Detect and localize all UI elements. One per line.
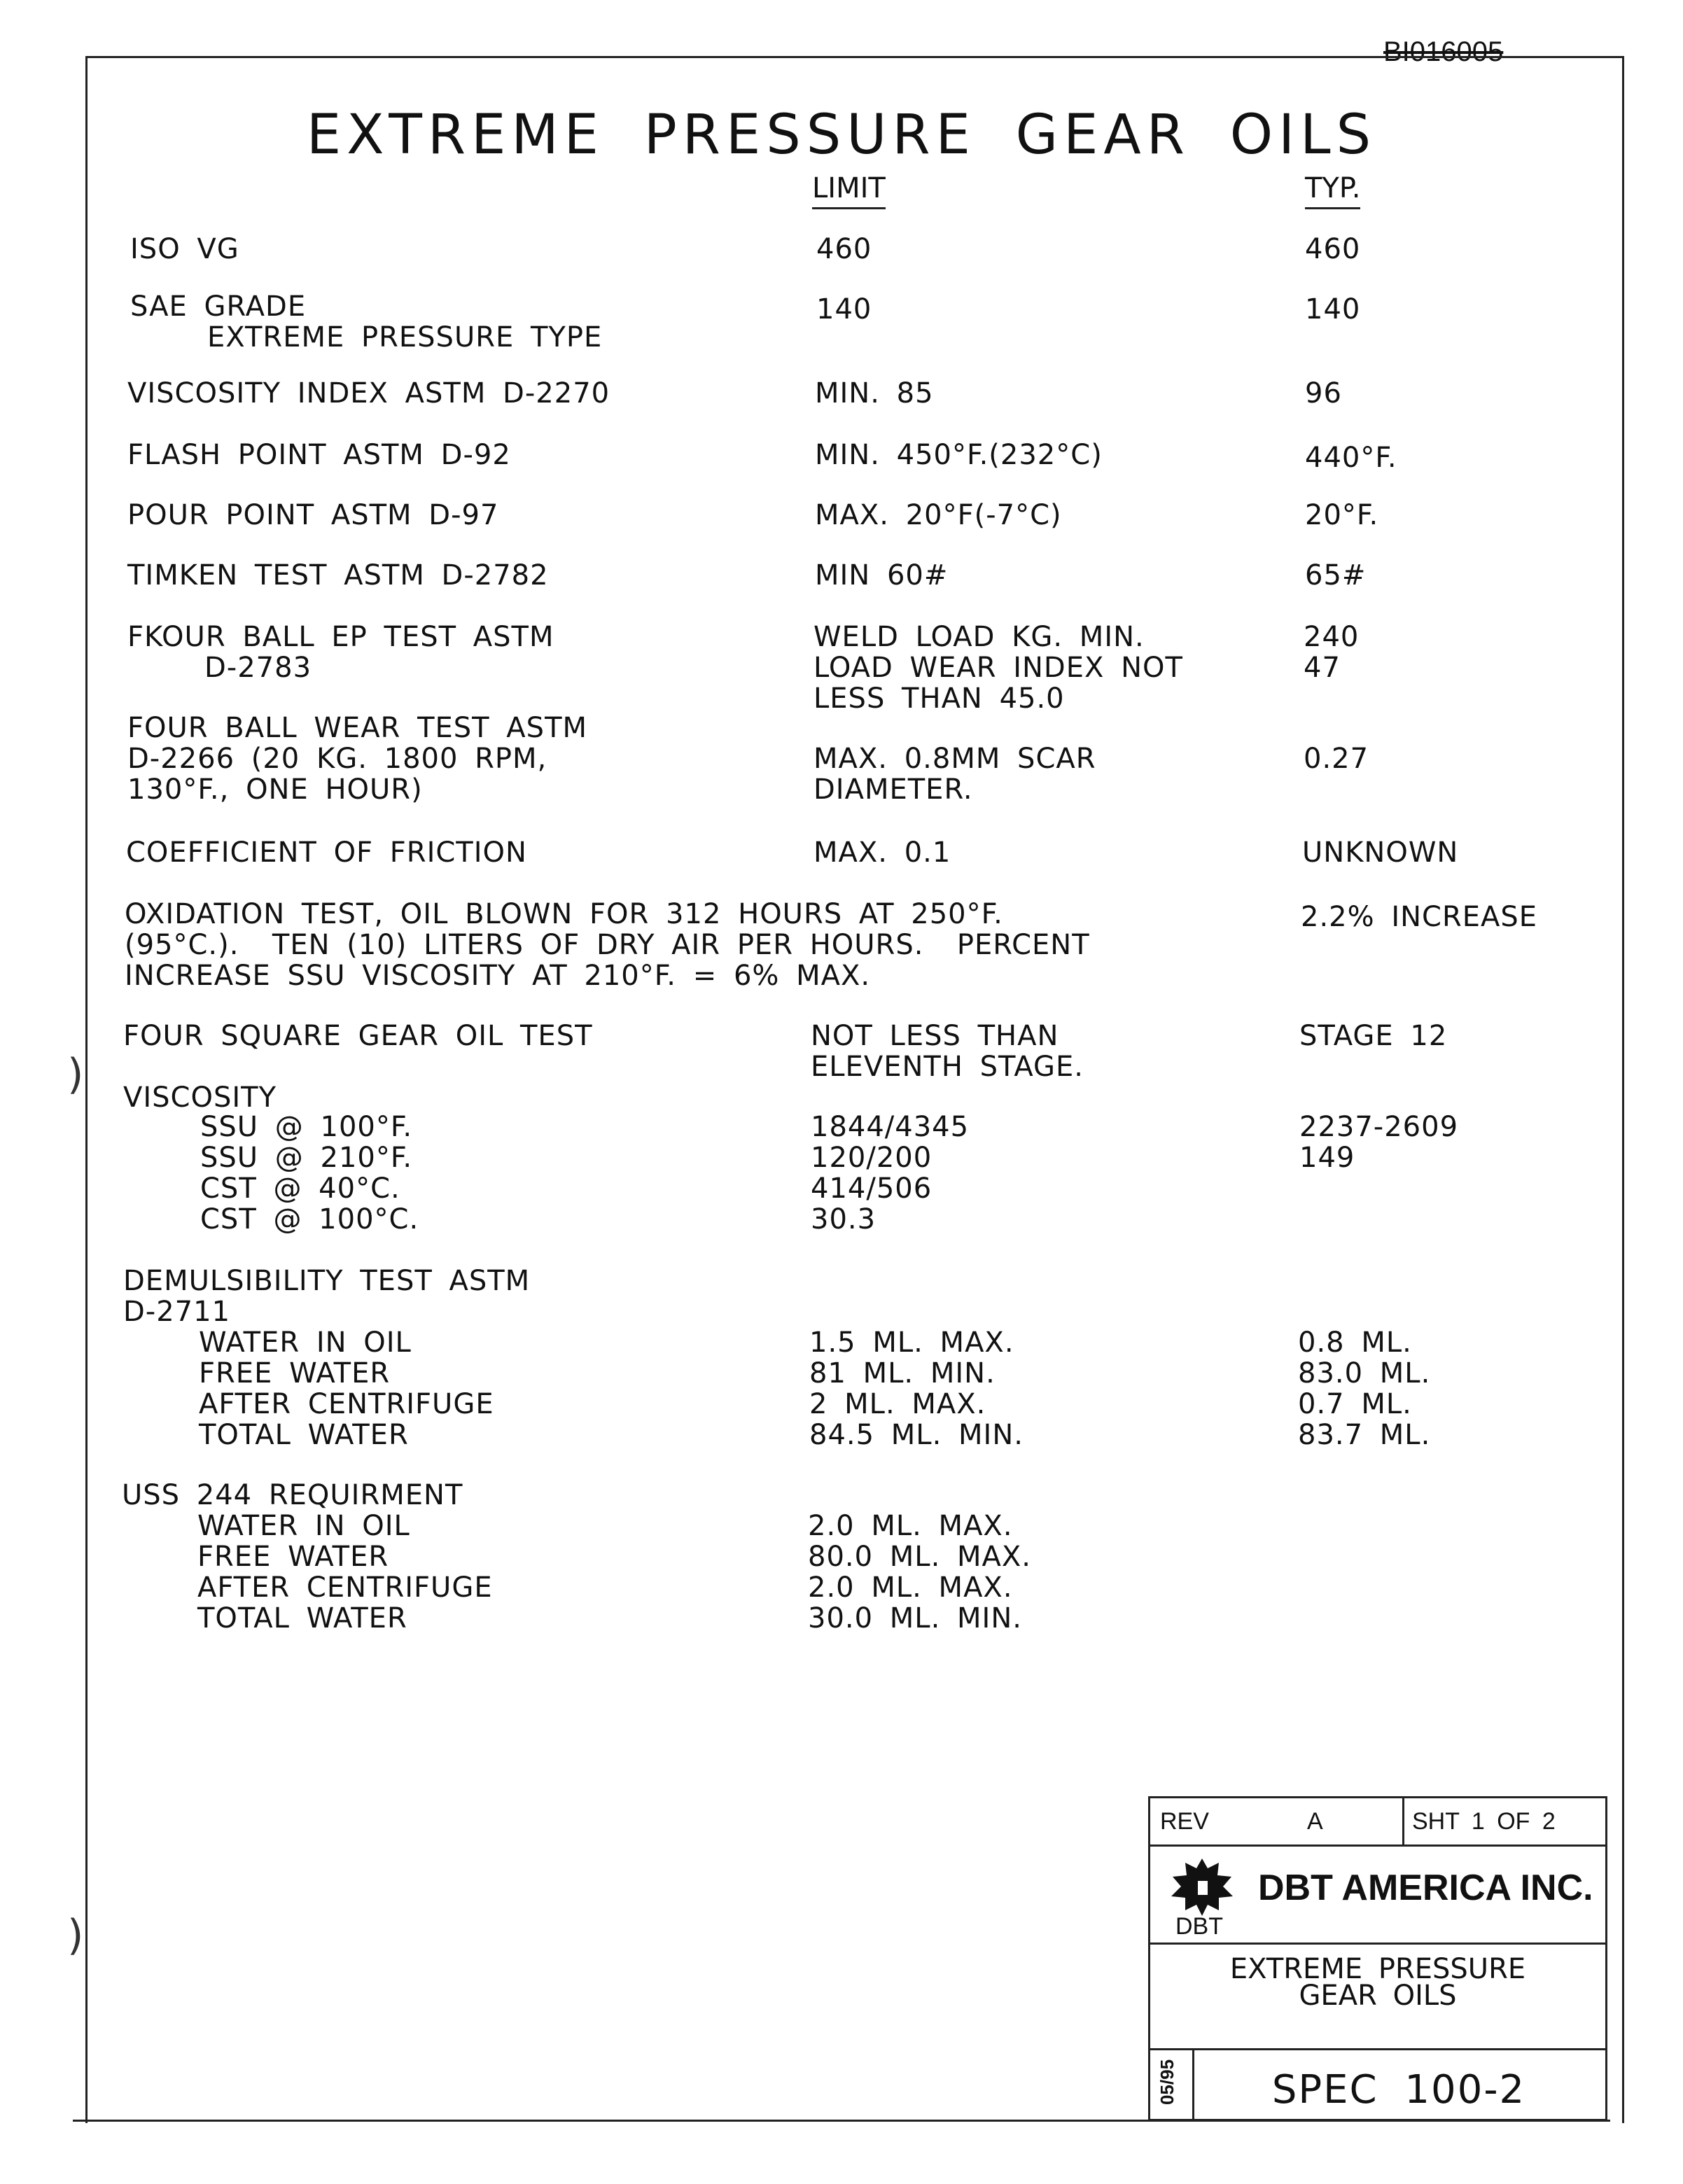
row-typ: 83.7 ML. — [1298, 1419, 1431, 1451]
page-title: EXTREME PRESSURE GEAR OILS — [306, 104, 1377, 167]
sub-label: TOTAL WATER — [199, 1419, 409, 1451]
row-typ: 83.0 ML. — [1298, 1357, 1431, 1390]
row-limit: LOAD WEAR INDEX NOT — [813, 652, 1183, 684]
row-label: SAE GRADE — [130, 290, 307, 323]
sheet-number: SHT 1 OF 2 — [1412, 1808, 1556, 1835]
sub-label: TOTAL WATER — [197, 1602, 407, 1634]
description-line: GEAR OILS — [1299, 1980, 1457, 2012]
row-label: DEMULSIBILITY TEST ASTM — [123, 1265, 531, 1297]
spec-number: SPEC 100-2 — [1271, 2067, 1526, 2113]
row-label: FOUR SQUARE GEAR OIL TEST — [123, 1020, 593, 1052]
rev-value: A — [1307, 1808, 1323, 1835]
row-sublabel: EXTREME PRESSURE TYPE — [207, 321, 603, 354]
revision-row — [1150, 1798, 1605, 1847]
drawing-description — [1150, 1953, 1605, 2012]
row-limit: MAX. 0.8MM SCAR — [813, 743, 1096, 775]
row-limit: WELD LOAD KG. MIN. — [813, 621, 1145, 653]
row-limit: MIN 60# — [815, 559, 949, 592]
row-label: D-2266 (20 KG. 1800 RPM, — [127, 743, 547, 775]
row-label: COEFFICIENT OF FRICTION — [126, 836, 527, 869]
sub-label: AFTER CENTRIFUGE — [197, 1572, 493, 1604]
document-id: BI016005 — [1383, 36, 1504, 67]
row-limit: 2.0 ML. MAX. — [808, 1510, 1013, 1542]
row-typ: 47 — [1304, 652, 1341, 684]
row-limit: LESS THAN 45.0 — [813, 682, 1065, 715]
row-typ: 96 — [1305, 377, 1342, 410]
sub-label: SSU @ 210°F. — [200, 1142, 413, 1174]
rev-label: REV — [1160, 1808, 1209, 1835]
column-header-typ: TYP. — [1305, 172, 1360, 209]
date-cell — [1150, 2050, 1194, 2119]
logo-text: DBT — [1175, 1913, 1223, 1940]
row-limit: 2.0 ML. MAX. — [808, 1572, 1013, 1604]
row-typ: 2237-2609 — [1299, 1111, 1459, 1143]
sub-label: AFTER CENTRIFUGE — [199, 1388, 494, 1420]
sub-label: FREE WATER — [197, 1541, 389, 1573]
row-limit: 120/200 — [811, 1142, 933, 1174]
row-label: FOUR BALL WEAR TEST ASTM — [127, 712, 588, 744]
sub-label: CST @ 100°C. — [200, 1203, 419, 1236]
row-label: POUR POINT ASTM D-97 — [127, 499, 499, 531]
row-limit: MAX. 0.1 — [813, 836, 951, 869]
row-label: VISCOSITY — [123, 1082, 277, 1114]
row-label: ISO VG — [130, 233, 239, 265]
row-label: D-2711 — [123, 1296, 231, 1328]
row-label: FLASH POINT ASTM D-92 — [127, 439, 511, 471]
row-label: FKOUR BALL EP TEST ASTM — [127, 621, 554, 653]
sub-label: WATER IN OIL — [197, 1510, 410, 1542]
row-label: TIMKEN TEST ASTM D-2782 — [127, 559, 549, 592]
row-typ: 0.27 — [1304, 743, 1369, 775]
row-typ: 65# — [1305, 559, 1367, 592]
company-name: DBT AMERICA INC. — [1258, 1868, 1593, 1908]
sub-label: FREE WATER — [199, 1357, 391, 1390]
spec-row — [1150, 2050, 1605, 2119]
row-limit: 80.0 ML. MAX. — [808, 1541, 1031, 1573]
row-typ: 240 — [1304, 621, 1360, 653]
company-row — [1150, 1844, 1605, 1945]
row-limit: MAX. 20°F(-7°C) — [815, 499, 1062, 531]
row-limit: 460 — [816, 233, 872, 265]
row-limit: 414/506 — [811, 1172, 933, 1205]
row-limit: 140 — [816, 293, 872, 326]
row-limit: 30.3 — [811, 1203, 877, 1236]
row-limit: 30.0 ML. MIN. — [808, 1602, 1022, 1634]
row-label: USS 244 REQUIRMENT — [122, 1479, 463, 1511]
row-typ: 460 — [1305, 233, 1361, 265]
row-limit: DIAMETER. — [813, 774, 973, 806]
row-typ: 440°F. — [1305, 442, 1397, 474]
dbt-logo-icon — [1167, 1856, 1237, 1919]
row-typ: 0.8 ML. — [1298, 1326, 1412, 1359]
row-typ: STAGE 12 — [1299, 1020, 1448, 1052]
row-limit: 81 ML. MIN. — [809, 1357, 996, 1390]
row-label: D-2783 — [204, 652, 312, 684]
margin-bracket-mark: ) — [67, 1050, 84, 1099]
row-limit: NOT LESS THAN — [811, 1020, 1059, 1052]
row-typ: 149 — [1299, 1142, 1355, 1174]
row-typ: UNKNOWN — [1302, 836, 1459, 869]
row-typ: 20°F. — [1305, 499, 1379, 531]
date-stamp: 05/95 — [1157, 2059, 1178, 2106]
row-label: 130°F., ONE HOUR) — [127, 774, 423, 806]
sub-label: SSU @ 100°F. — [200, 1111, 413, 1143]
row-label: INCREASE SSU VISCOSITY AT 210°F. = 6% MAX. — [125, 960, 871, 992]
row-label: (95°C.). TEN (10) LITERS OF DRY AIR PER HOURS. PERCENT — [125, 929, 1090, 961]
description-row — [1150, 1945, 1605, 2050]
row-label: OXIDATION TEST, OIL BLOWN FOR 312 HOURS AT 250°F. — [125, 898, 1003, 930]
row-limit: MIN. 85 — [815, 377, 934, 410]
row-limit: 2 ML. MAX. — [809, 1388, 986, 1420]
description-line: EXTREME PRESSURE — [1229, 1953, 1526, 1985]
row-limit: 1844/4345 — [811, 1111, 970, 1143]
column-header-limit: LIMIT — [812, 172, 886, 209]
row-label: VISCOSITY INDEX ASTM D-2270 — [127, 377, 610, 410]
row-limit: 84.5 ML. MIN. — [809, 1419, 1024, 1451]
row-typ: 140 — [1305, 293, 1361, 326]
divider — [1402, 1798, 1404, 1844]
row-typ: 0.7 ML. — [1298, 1388, 1412, 1420]
row-limit: MIN. 450°F.(232°C) — [815, 439, 1103, 471]
row-typ: 2.2% INCREASE — [1301, 901, 1538, 933]
title-block — [1148, 1796, 1607, 2121]
sub-label: WATER IN OIL — [199, 1326, 412, 1359]
row-limit: ELEVENTH STAGE. — [811, 1051, 1084, 1083]
sub-label: CST @ 40°C. — [200, 1172, 400, 1205]
row-limit: 1.5 ML. MAX. — [809, 1326, 1014, 1359]
margin-bracket-mark: ) — [67, 1911, 84, 1960]
